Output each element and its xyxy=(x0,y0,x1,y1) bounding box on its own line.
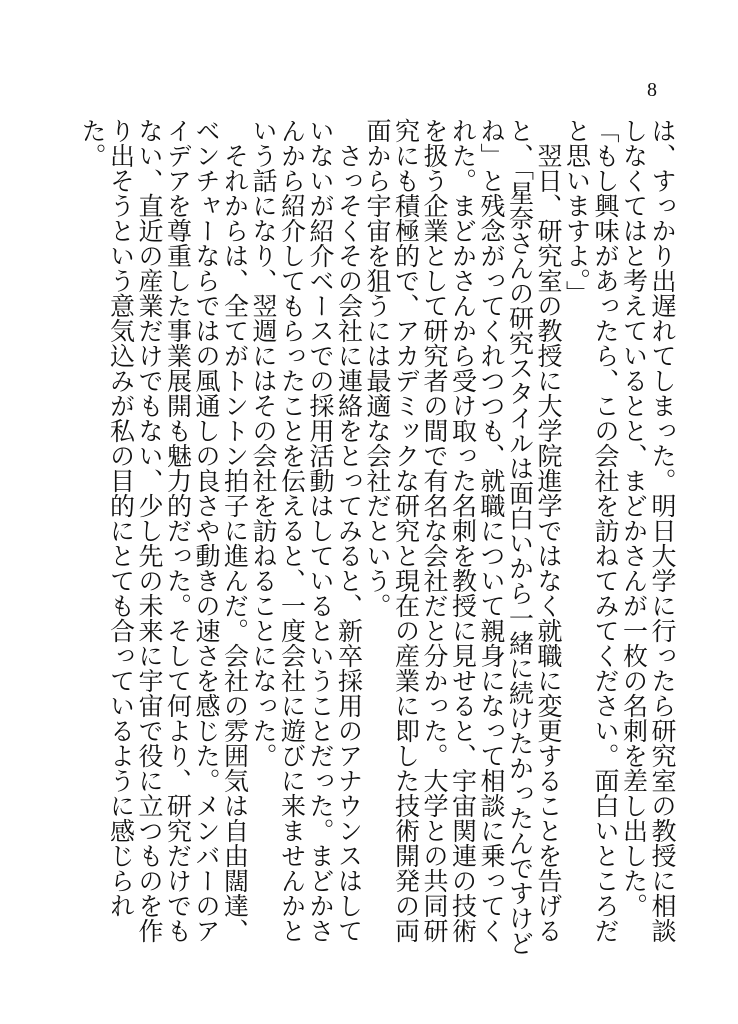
paragraph-continuation: は、すっかり出遅れてしまった。明日大学に行ったら研究室の教授に相談しなくてはと考えているとと、まどかさんが一枚の名刺を差し出した。 xyxy=(619,118,677,943)
paragraph-contact: さっそくその会社に連絡をとってみると、新卒採用のアナウンスはしていないが紹介ベースでの採用活動はしているということだった。まどかさんから紹介してもらったことを伝えると、一度会社に遊びに来ませんかという話になり、翌週にはその会社を訪ねることになった。 xyxy=(249,118,364,943)
paragraph-next-day: 翌日、研究室の教授に大学院進学ではなく就職に変更することを告げると、「星奈さんの研究スタイルは面白いから一緒に続けたかったんですけどね」と残念がってくれつつも、就職について親身になって相談に乗ってくれた。まどかさんから受け取った名刺を教授に見せると、宇宙関連の技術を扱う企業として研究者の間で有名な会社だと分かった。大学との共同研究にも積極的で、アカデミックな研究と現在の産業に即した技術開発の両面から宇宙を狙うには最適な会社だという。 xyxy=(363,118,563,956)
page-number: 8 xyxy=(647,79,657,101)
body-text xyxy=(78,118,677,958)
paragraph-conclusion: それからは、全てがトントン拍子に進んだ。会社の雰囲気は自由闊達、ベンチャーならではの風通しの良さや動きの速さを感じた。メンバーのアイデアを尊重した事業展開も魅力的だった。そして何より、研究だけでもない、直近の産業だけでもない、少し先の未来に宇宙で役に立つものを作り出そうという意気込みが私の目的にとても合っているように感じられた。 xyxy=(78,118,250,943)
paragraph-dialogue: 「もし興味があったら、この会社を訪ねてみてください。面白いところだと思いますよ。」 xyxy=(562,118,620,943)
